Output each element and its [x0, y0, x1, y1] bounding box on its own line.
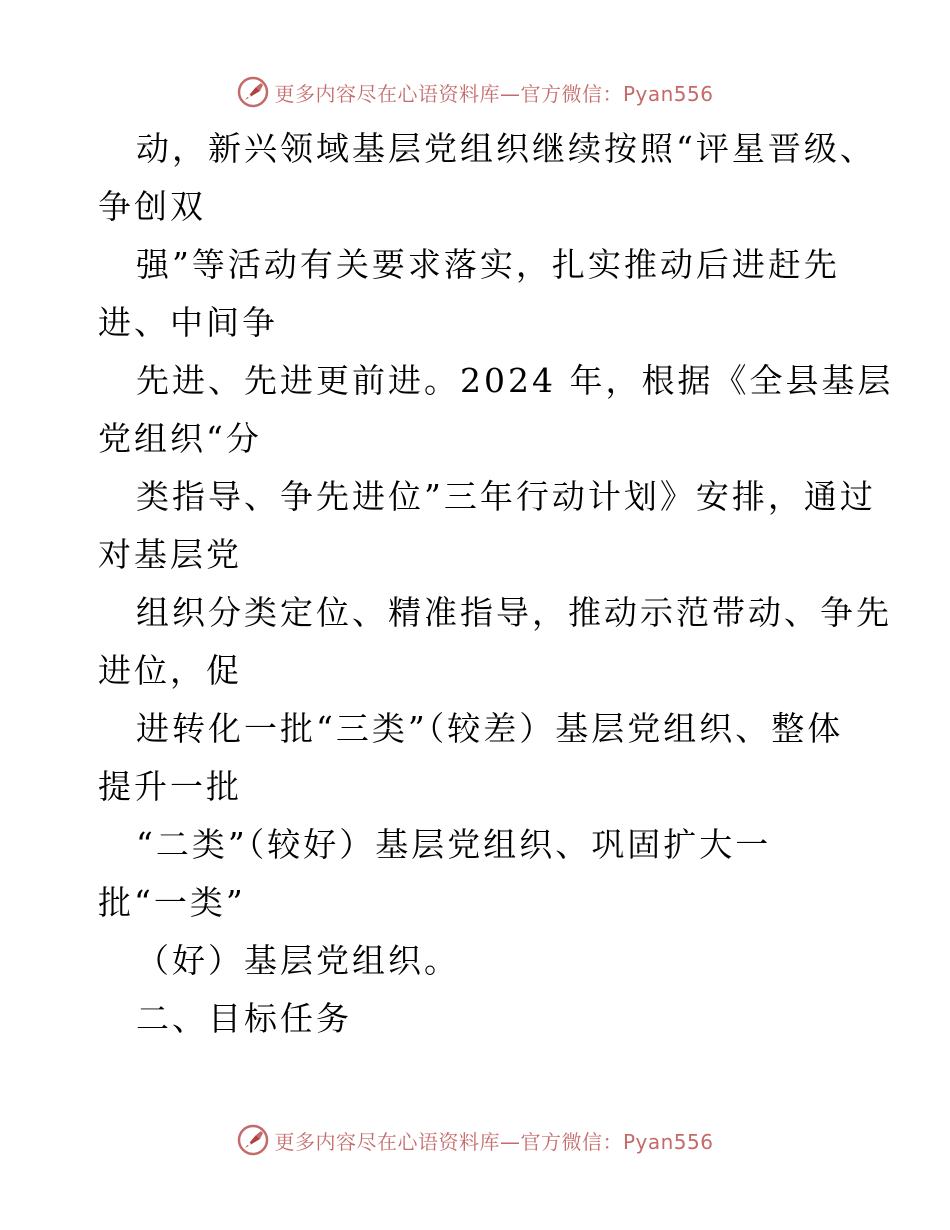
text-line: 强”等活动有关要求落实，扎实推动后进赶先 [136, 245, 840, 284]
text-line: 类指导、争先进位”三年行动计划》安排，通过 [136, 477, 876, 516]
watermark-text: 更多内容尽在心语资料库—官方微信：Pyan556 [274, 81, 714, 106]
text-line: 进位，促 [98, 651, 242, 690]
section-heading: 二、目标任务 [136, 999, 352, 1038]
text-line: 组织分类定位、精准指导，推动示范带动、争先 [136, 593, 892, 632]
watermark-text: 更多内容尽在心语资料库—官方微信：Pyan556 [274, 1129, 714, 1154]
text-line: 动，新兴领域基层党组织继续按照“评星晋级、 [136, 129, 876, 168]
text-line: 争创双 [98, 187, 206, 226]
pen-nib-logo-icon [236, 75, 270, 109]
header-watermark [0, 72, 950, 112]
text-line: 批“一类” [98, 883, 246, 922]
text-line: 进、中间争 [98, 303, 278, 342]
footer-watermark [0, 1120, 950, 1160]
pen-nib-logo-icon [236, 1123, 270, 1157]
text-line: 对基层党 [98, 535, 242, 574]
text-line: 先进、先进更前进。2024 年，根据《全县基层 [136, 361, 894, 400]
text-line: 进转化一批“三类”（较差）基层党组织、整体 [136, 709, 844, 748]
text-line: 党组织“分 [98, 419, 262, 458]
text-line: “二类”（较好）基层党组织、巩固扩大一 [136, 825, 772, 864]
text-line: 提升一批 [98, 767, 242, 806]
text-line: （好）基层党组织。 [136, 941, 460, 980]
